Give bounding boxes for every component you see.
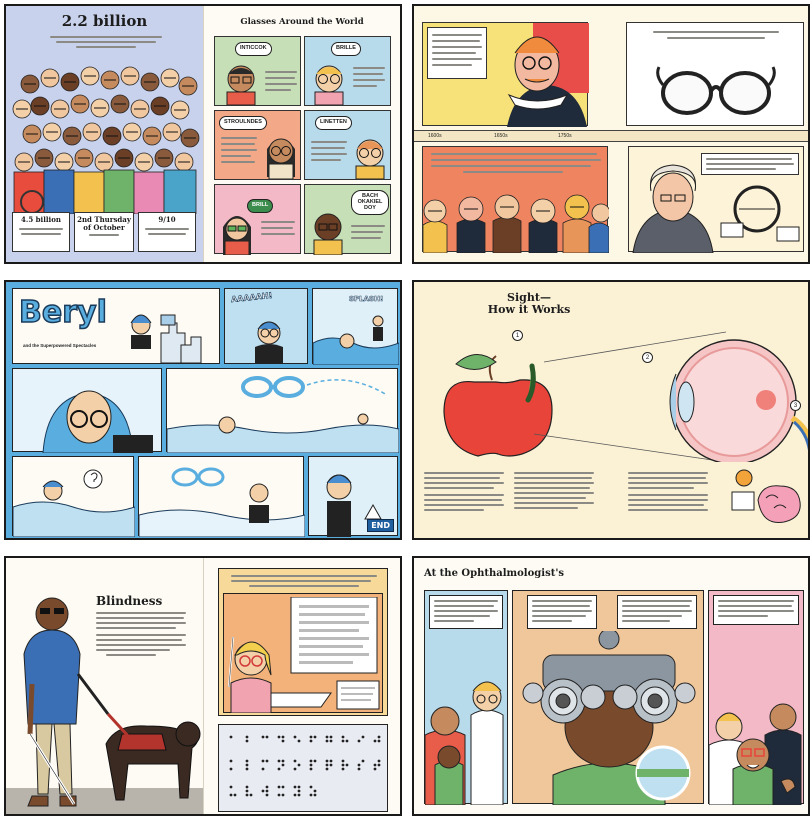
intro-text-line bbox=[56, 41, 156, 43]
page-title: 2.2 billion bbox=[61, 12, 148, 30]
step-marker: 1 bbox=[512, 330, 523, 341]
page-glasses-around-world bbox=[203, 6, 400, 262]
step-marker: 3 bbox=[790, 400, 801, 411]
intro-text-line bbox=[50, 36, 162, 38]
comic-panel bbox=[512, 590, 704, 804]
beryl-logo: Beryl bbox=[19, 295, 107, 330]
comic-panel bbox=[224, 288, 308, 364]
speech-bubble: LINETTEN bbox=[315, 116, 352, 130]
page-braille bbox=[203, 558, 400, 814]
end-badge: END bbox=[367, 519, 394, 532]
speech-bubble: BRILLE bbox=[331, 42, 361, 56]
spread-history-of-glasses[interactable] bbox=[412, 4, 810, 264]
eye-diagram bbox=[414, 322, 810, 462]
brain-illustration bbox=[714, 468, 806, 530]
spread-ophthalmologist[interactable] bbox=[412, 556, 810, 816]
speech-bubble: STROULNDES bbox=[219, 116, 267, 130]
portrait-panel bbox=[422, 22, 588, 126]
page-blindness bbox=[6, 558, 203, 814]
reading-panel bbox=[218, 568, 388, 716]
stat-box: 4.5 billion bbox=[12, 212, 70, 252]
country-panel bbox=[304, 36, 391, 106]
shout-text: AAAAAH! bbox=[230, 290, 273, 305]
page-2-2-billion bbox=[6, 6, 203, 262]
shout-text: SPLASH! bbox=[349, 295, 384, 303]
speech-bubble: BRILL bbox=[247, 199, 273, 213]
spread-blindness[interactable] bbox=[4, 556, 402, 816]
comic-panel bbox=[424, 590, 508, 804]
timeline-bar bbox=[414, 130, 810, 142]
franklin-panel bbox=[628, 146, 804, 252]
comic-panel bbox=[166, 368, 398, 452]
beryl-subtitle: and the Superpowered Spectacles bbox=[23, 343, 97, 348]
country-panel bbox=[214, 110, 301, 180]
page-title: Glasses Around the World bbox=[240, 17, 364, 27]
comic-panel bbox=[308, 456, 398, 536]
spread-glasses-around-world[interactable] bbox=[4, 4, 402, 264]
comic-panel bbox=[708, 590, 804, 804]
timeline-year: 1650s bbox=[494, 133, 508, 139]
country-panel bbox=[304, 184, 391, 254]
crowd-panel bbox=[422, 146, 608, 252]
comic-panel bbox=[12, 368, 162, 452]
country-panel bbox=[304, 110, 391, 180]
page-title: At the Ophthalmologist's bbox=[424, 568, 565, 579]
stat-box: 9/10 bbox=[138, 212, 196, 252]
page-title: Sight— How it Works bbox=[487, 291, 571, 317]
braille-alphabet-panel bbox=[218, 724, 388, 812]
timeline-year: 1600s bbox=[428, 133, 442, 139]
comic-panel bbox=[138, 456, 304, 536]
old-glasses-panel bbox=[626, 22, 804, 126]
page-title: Blindness bbox=[96, 594, 163, 608]
stat-box: 2nd Thursday of October bbox=[74, 212, 134, 252]
comic-panel bbox=[12, 456, 134, 536]
phoropter-illustration bbox=[513, 631, 705, 805]
country-panel bbox=[214, 36, 301, 106]
speech-bubble: BACH OKAKIEL DOY bbox=[351, 190, 389, 215]
speech-bubble: INTICCOK bbox=[235, 42, 272, 56]
intro-text-line bbox=[76, 46, 136, 48]
comic-panel bbox=[312, 288, 398, 364]
crowd-illustration bbox=[10, 54, 200, 214]
beryl-title-panel bbox=[12, 288, 220, 364]
spread-sight-how-it-works[interactable] bbox=[412, 280, 810, 540]
spread-beryl-comic[interactable] bbox=[4, 280, 402, 540]
step-marker: 2 bbox=[642, 352, 653, 363]
guide-dog-illustration bbox=[6, 574, 203, 814]
timeline-year: 1750s bbox=[558, 133, 572, 139]
country-panel bbox=[214, 184, 301, 254]
